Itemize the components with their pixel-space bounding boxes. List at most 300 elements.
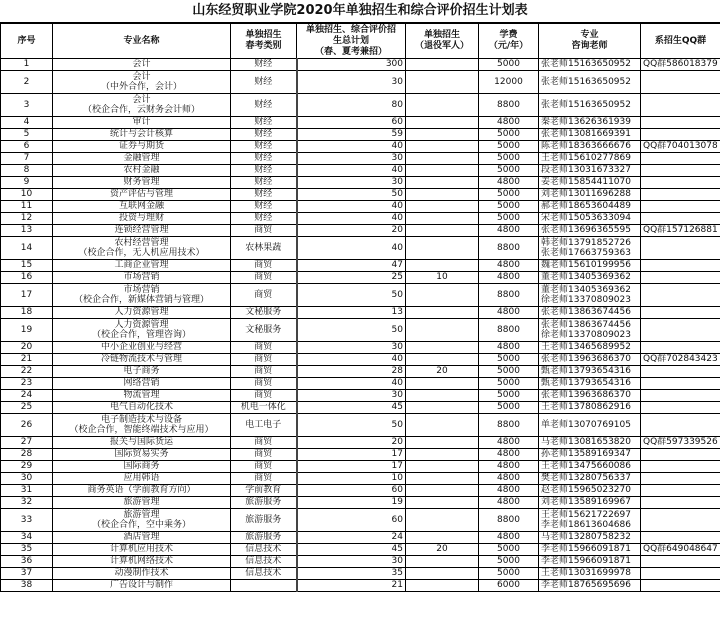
cell-tuition[interactable]: 4800: [479, 260, 539, 272]
cell-category[interactable]: 商贸: [231, 366, 297, 378]
cell-qq-group[interactable]: QQ群702843423: [641, 354, 720, 366]
cell-category[interactable]: 商贸: [231, 390, 297, 402]
cell-qq-group[interactable]: [641, 485, 720, 497]
cell-advisor[interactable]: 甄老师13793654316: [539, 366, 641, 378]
cell-qq-group[interactable]: [641, 284, 720, 307]
cell-veterans[interactable]: [406, 556, 479, 568]
cell-qq-group[interactable]: [641, 319, 720, 342]
cell-total-plan[interactable]: 30: [297, 71, 406, 94]
cell-advisor[interactable]: 张老师13963686370: [539, 354, 641, 366]
cell-index[interactable]: 4: [1, 117, 53, 129]
cell-veterans[interactable]: [406, 485, 479, 497]
cell-major[interactable]: 电气自动化技术: [53, 402, 231, 414]
cell-category[interactable]: 财经: [231, 165, 297, 177]
cell-total-plan[interactable]: 30: [297, 342, 406, 354]
cell-veterans[interactable]: [406, 497, 479, 509]
cell-category[interactable]: 机电一体化: [231, 402, 297, 414]
cell-advisor[interactable]: 张老师13696365595: [539, 225, 641, 237]
cell-category[interactable]: 信息技术: [231, 544, 297, 556]
cell-total-plan[interactable]: 50: [297, 319, 406, 342]
cell-total-plan[interactable]: 24: [297, 532, 406, 544]
cell-category[interactable]: 商贸: [231, 272, 297, 284]
cell-qq-group[interactable]: [641, 71, 720, 94]
cell-advisor[interactable]: 王老师15621722697 李老师18613604686: [539, 509, 641, 532]
cell-veterans[interactable]: [406, 237, 479, 260]
cell-total-plan[interactable]: 20: [297, 225, 406, 237]
cell-veterans[interactable]: [406, 378, 479, 390]
cell-category[interactable]: 财经: [231, 129, 297, 141]
cell-category[interactable]: 财经: [231, 71, 297, 94]
cell-tuition[interactable]: 4800: [479, 461, 539, 473]
cell-major[interactable]: 国际贸易实务: [53, 449, 231, 461]
cell-total-plan[interactable]: 50: [297, 284, 406, 307]
cell-index[interactable]: 15: [1, 260, 53, 272]
cell-veterans[interactable]: [406, 284, 479, 307]
cell-advisor[interactable]: 甄老师13793654316: [539, 378, 641, 390]
cell-qq-group[interactable]: [641, 414, 720, 437]
cell-total-plan[interactable]: 59: [297, 129, 406, 141]
cell-advisor[interactable]: 张老师13863674456 徐老师13370809023: [539, 319, 641, 342]
cell-index[interactable]: 9: [1, 177, 53, 189]
cell-category[interactable]: 旅游服务: [231, 509, 297, 532]
cell-major[interactable]: 计算机网络技术: [53, 556, 231, 568]
cell-veterans[interactable]: [406, 225, 479, 237]
cell-veterans[interactable]: [406, 354, 479, 366]
cell-veterans[interactable]: [406, 532, 479, 544]
cell-qq-group[interactable]: [641, 568, 720, 580]
cell-index[interactable]: 38: [1, 580, 53, 592]
cell-qq-group[interactable]: [641, 117, 720, 129]
cell-total-plan[interactable]: 80: [297, 94, 406, 117]
cell-total-plan[interactable]: 45: [297, 402, 406, 414]
cell-total-plan[interactable]: 10: [297, 473, 406, 485]
cell-index[interactable]: 13: [1, 225, 53, 237]
cell-advisor[interactable]: 姜老师15854411070: [539, 177, 641, 189]
cell-total-plan[interactable]: 28: [297, 366, 406, 378]
cell-veterans[interactable]: [406, 129, 479, 141]
cell-tuition[interactable]: 4800: [479, 272, 539, 284]
cell-veterans[interactable]: [406, 473, 479, 485]
cell-tuition[interactable]: 4800: [479, 449, 539, 461]
cell-qq-group[interactable]: QQ群157126881: [641, 225, 720, 237]
cell-major[interactable]: 电子商务: [53, 366, 231, 378]
cell-index[interactable]: 35: [1, 544, 53, 556]
cell-veterans[interactable]: [406, 342, 479, 354]
cell-index[interactable]: 22: [1, 366, 53, 378]
cell-qq-group[interactable]: [641, 165, 720, 177]
cell-total-plan[interactable]: 300: [297, 59, 406, 71]
cell-major[interactable]: 网络营销: [53, 378, 231, 390]
cell-veterans[interactable]: [406, 402, 479, 414]
cell-tuition[interactable]: 4800: [479, 307, 539, 319]
cell-category[interactable]: 财经: [231, 117, 297, 129]
cell-tuition[interactable]: 5000: [479, 390, 539, 402]
cell-qq-group[interactable]: [641, 342, 720, 354]
cell-qq-group[interactable]: [641, 509, 720, 532]
cell-tuition[interactable]: 8800: [479, 509, 539, 532]
cell-index[interactable]: 23: [1, 378, 53, 390]
cell-major[interactable]: 审计: [53, 117, 231, 129]
cell-advisor[interactable]: 张老师13963686370: [539, 390, 641, 402]
cell-qq-group[interactable]: QQ群586018379: [641, 59, 720, 71]
cell-veterans[interactable]: 10: [406, 272, 479, 284]
cell-tuition[interactable]: 4800: [479, 225, 539, 237]
cell-tuition[interactable]: 5000: [479, 354, 539, 366]
cell-advisor[interactable]: 李老师15966091871: [539, 544, 641, 556]
cell-tuition[interactable]: 5000: [479, 141, 539, 153]
cell-qq-group[interactable]: [641, 272, 720, 284]
cell-index[interactable]: 24: [1, 390, 53, 402]
cell-major[interactable]: 会计: [53, 59, 231, 71]
cell-advisor[interactable]: 马老师13081653820: [539, 437, 641, 449]
cell-index[interactable]: 36: [1, 556, 53, 568]
cell-tuition[interactable]: 8800: [479, 94, 539, 117]
cell-qq-group[interactable]: [641, 201, 720, 213]
cell-major[interactable]: 旅游管理 （校企合作，空中乘务）: [53, 509, 231, 532]
cell-category[interactable]: 商贸: [231, 378, 297, 390]
cell-category[interactable]: 电工电子: [231, 414, 297, 437]
cell-veterans[interactable]: 20: [406, 366, 479, 378]
cell-tuition[interactable]: 4800: [479, 473, 539, 485]
cell-total-plan[interactable]: 60: [297, 509, 406, 532]
cell-major[interactable]: 物流管理: [53, 390, 231, 402]
cell-total-plan[interactable]: 60: [297, 117, 406, 129]
cell-major[interactable]: 金融管理: [53, 153, 231, 165]
cell-veterans[interactable]: [406, 177, 479, 189]
cell-veterans[interactable]: [406, 461, 479, 473]
cell-total-plan[interactable]: 19: [297, 497, 406, 509]
cell-tuition[interactable]: 5000: [479, 366, 539, 378]
cell-veterans[interactable]: [406, 213, 479, 225]
cell-category[interactable]: 商贸: [231, 354, 297, 366]
cell-major[interactable]: 旅游管理: [53, 497, 231, 509]
cell-tuition[interactable]: 4800: [479, 177, 539, 189]
cell-total-plan[interactable]: 13: [297, 307, 406, 319]
cell-index[interactable]: 16: [1, 272, 53, 284]
cell-major[interactable]: 互联网金融: [53, 201, 231, 213]
cell-tuition[interactable]: 5000: [479, 201, 539, 213]
cell-major[interactable]: 投资与理财: [53, 213, 231, 225]
cell-index[interactable]: 25: [1, 402, 53, 414]
cell-advisor[interactable]: 王老师13465689952: [539, 342, 641, 354]
cell-tuition[interactable]: 5000: [479, 213, 539, 225]
cell-index[interactable]: 29: [1, 461, 53, 473]
cell-advisor[interactable]: 王老师15610277869: [539, 153, 641, 165]
cell-qq-group[interactable]: [641, 366, 720, 378]
cell-tuition[interactable]: 5000: [479, 378, 539, 390]
cell-total-plan[interactable]: 30: [297, 177, 406, 189]
cell-tuition[interactable]: 4800: [479, 497, 539, 509]
cell-index[interactable]: 27: [1, 437, 53, 449]
cell-qq-group[interactable]: QQ群649048647: [641, 544, 720, 556]
cell-advisor[interactable]: 张老师15163650952: [539, 59, 641, 71]
cell-tuition[interactable]: 5000: [479, 59, 539, 71]
cell-major[interactable]: 连锁经营管理: [53, 225, 231, 237]
cell-major[interactable]: 电子制造技术与设备 （校企合作，智能终端技术与应用）: [53, 414, 231, 437]
cell-tuition[interactable]: 8800: [479, 414, 539, 437]
cell-tuition[interactable]: 5000: [479, 165, 539, 177]
cell-tuition[interactable]: 4800: [479, 437, 539, 449]
cell-major[interactable]: 国际商务: [53, 461, 231, 473]
cell-qq-group[interactable]: [641, 378, 720, 390]
cell-qq-group[interactable]: [641, 177, 720, 189]
cell-tuition[interactable]: 12000: [479, 71, 539, 94]
cell-tuition[interactable]: 5000: [479, 568, 539, 580]
cell-tuition[interactable]: 8800: [479, 284, 539, 307]
cell-advisor[interactable]: 秦老师13626361939: [539, 117, 641, 129]
cell-major[interactable]: 冷链物流技术与管理: [53, 354, 231, 366]
cell-tuition[interactable]: 6000: [479, 580, 539, 592]
cell-major[interactable]: 统计与会计核算: [53, 129, 231, 141]
cell-index[interactable]: 21: [1, 354, 53, 366]
cell-major[interactable]: 人力资源管理 （校企合作，管理咨询）: [53, 319, 231, 342]
cell-advisor[interactable]: 李老师15966091871: [539, 556, 641, 568]
cell-major[interactable]: 计算机应用技术: [53, 544, 231, 556]
cell-advisor[interactable]: 刘老师13589169967: [539, 497, 641, 509]
cell-index[interactable]: 32: [1, 497, 53, 509]
cell-tuition[interactable]: 4800: [479, 117, 539, 129]
cell-advisor[interactable]: 董老师13405369362 徐老师13370809023: [539, 284, 641, 307]
cell-category[interactable]: 学前教育: [231, 485, 297, 497]
cell-index[interactable]: 7: [1, 153, 53, 165]
cell-advisor[interactable]: 董老师13405369362: [539, 272, 641, 284]
cell-category[interactable]: 信息技术: [231, 568, 297, 580]
cell-major[interactable]: 工商企业管理: [53, 260, 231, 272]
cell-qq-group[interactable]: [641, 497, 720, 509]
cell-veterans[interactable]: [406, 390, 479, 402]
cell-total-plan[interactable]: 30: [297, 390, 406, 402]
cell-veterans[interactable]: [406, 117, 479, 129]
cell-total-plan[interactable]: 20: [297, 437, 406, 449]
cell-tuition[interactable]: 4800: [479, 342, 539, 354]
cell-category[interactable]: 旅游服务: [231, 532, 297, 544]
cell-category[interactable]: 商贸: [231, 284, 297, 307]
cell-advisor[interactable]: 刘老师13011696288: [539, 189, 641, 201]
cell-category[interactable]: 财经: [231, 201, 297, 213]
cell-category[interactable]: 财经: [231, 213, 297, 225]
cell-index[interactable]: 10: [1, 189, 53, 201]
cell-total-plan[interactable]: 47: [297, 260, 406, 272]
cell-advisor[interactable]: 王老师13031699978: [539, 568, 641, 580]
cell-veterans[interactable]: [406, 568, 479, 580]
cell-qq-group[interactable]: [641, 580, 720, 592]
cell-major[interactable]: 市场营销 （校企合作，新媒体营销与管理）: [53, 284, 231, 307]
cell-index[interactable]: 37: [1, 568, 53, 580]
cell-category[interactable]: 旅游服务: [231, 497, 297, 509]
cell-category[interactable]: 财经: [231, 94, 297, 117]
cell-veterans[interactable]: [406, 71, 479, 94]
cell-major[interactable]: 会计 （校企合作，云财务会计师）: [53, 94, 231, 117]
cell-veterans[interactable]: [406, 201, 479, 213]
cell-category[interactable]: 文秘服务: [231, 307, 297, 319]
cell-major[interactable]: 资产评估与管理: [53, 189, 231, 201]
cell-qq-group[interactable]: [641, 260, 720, 272]
cell-total-plan[interactable]: 40: [297, 237, 406, 260]
cell-qq-group[interactable]: [641, 237, 720, 260]
cell-veterans[interactable]: 20: [406, 544, 479, 556]
cell-qq-group[interactable]: [641, 532, 720, 544]
cell-index[interactable]: 2: [1, 71, 53, 94]
cell-category[interactable]: 财经: [231, 59, 297, 71]
cell-category[interactable]: 财经: [231, 153, 297, 165]
cell-major[interactable]: 会计 （中外合作，会计）: [53, 71, 231, 94]
cell-category[interactable]: 商贸: [231, 473, 297, 485]
cell-advisor[interactable]: 张老师15163650952: [539, 94, 641, 117]
cell-total-plan[interactable]: 30: [297, 153, 406, 165]
cell-major[interactable]: 市场营销: [53, 272, 231, 284]
cell-total-plan[interactable]: 50: [297, 189, 406, 201]
cell-total-plan[interactable]: 40: [297, 165, 406, 177]
cell-veterans[interactable]: [406, 437, 479, 449]
cell-total-plan[interactable]: 17: [297, 449, 406, 461]
cell-major[interactable]: 应用韩语: [53, 473, 231, 485]
cell-veterans[interactable]: [406, 307, 479, 319]
cell-index[interactable]: 12: [1, 213, 53, 225]
cell-category[interactable]: 财经: [231, 141, 297, 153]
cell-advisor[interactable]: 宋老师15053633094: [539, 213, 641, 225]
cell-category[interactable]: 商贸: [231, 342, 297, 354]
cell-advisor[interactable]: 张老师13081669391: [539, 129, 641, 141]
cell-major[interactable]: 动漫制作技术: [53, 568, 231, 580]
cell-category[interactable]: [231, 580, 297, 592]
cell-major[interactable]: 财务管理: [53, 177, 231, 189]
cell-major[interactable]: 商务英语（学前教育方向）: [53, 485, 231, 497]
cell-advisor[interactable]: 韩老师13791852726 张老师17663759363: [539, 237, 641, 260]
cell-advisor[interactable]: 张老师13863674456: [539, 307, 641, 319]
cell-advisor[interactable]: 郝老师18653604489: [539, 201, 641, 213]
cell-qq-group[interactable]: [641, 473, 720, 485]
cell-advisor[interactable]: 陈老师18363666676: [539, 141, 641, 153]
cell-veterans[interactable]: [406, 260, 479, 272]
cell-veterans[interactable]: [406, 153, 479, 165]
cell-qq-group[interactable]: [641, 213, 720, 225]
cell-advisor[interactable]: 赵老师15965023270: [539, 485, 641, 497]
cell-index[interactable]: 19: [1, 319, 53, 342]
cell-tuition[interactable]: 4800: [479, 532, 539, 544]
cell-tuition[interactable]: 5000: [479, 556, 539, 568]
cell-veterans[interactable]: [406, 319, 479, 342]
cell-total-plan[interactable]: 50: [297, 414, 406, 437]
cell-major[interactable]: 农村金融: [53, 165, 231, 177]
cell-index[interactable]: 20: [1, 342, 53, 354]
cell-qq-group[interactable]: [641, 153, 720, 165]
cell-qq-group[interactable]: QQ群597339526: [641, 437, 720, 449]
cell-total-plan[interactable]: 40: [297, 378, 406, 390]
cell-index[interactable]: 11: [1, 201, 53, 213]
cell-major[interactable]: 广告设计与制作: [53, 580, 231, 592]
cell-veterans[interactable]: [406, 414, 479, 437]
cell-qq-group[interactable]: [641, 556, 720, 568]
cell-qq-group[interactable]: [641, 402, 720, 414]
cell-advisor[interactable]: 李老师18765695696: [539, 580, 641, 592]
cell-veterans[interactable]: [406, 509, 479, 532]
cell-total-plan[interactable]: 40: [297, 201, 406, 213]
cell-index[interactable]: 14: [1, 237, 53, 260]
cell-index[interactable]: 8: [1, 165, 53, 177]
cell-major[interactable]: 农村经营管理 （校企合作，无人机应用技术）: [53, 237, 231, 260]
cell-veterans[interactable]: [406, 580, 479, 592]
cell-category[interactable]: 商贸: [231, 437, 297, 449]
cell-major[interactable]: 酒店管理: [53, 532, 231, 544]
cell-major[interactable]: 证券与期货: [53, 141, 231, 153]
cell-qq-group[interactable]: QQ群704013078: [641, 141, 720, 153]
cell-category[interactable]: 信息技术: [231, 556, 297, 568]
cell-category[interactable]: 商贸: [231, 225, 297, 237]
cell-qq-group[interactable]: [641, 94, 720, 117]
cell-index[interactable]: 1: [1, 59, 53, 71]
cell-total-plan[interactable]: 40: [297, 141, 406, 153]
cell-category[interactable]: 财经: [231, 177, 297, 189]
cell-qq-group[interactable]: [641, 390, 720, 402]
cell-total-plan[interactable]: 35: [297, 568, 406, 580]
cell-veterans[interactable]: [406, 94, 479, 117]
cell-category[interactable]: 商贸: [231, 260, 297, 272]
cell-index[interactable]: 5: [1, 129, 53, 141]
cell-index[interactable]: 28: [1, 449, 53, 461]
cell-qq-group[interactable]: [641, 461, 720, 473]
cell-veterans[interactable]: [406, 59, 479, 71]
cell-category[interactable]: 商贸: [231, 461, 297, 473]
cell-total-plan[interactable]: 30: [297, 556, 406, 568]
cell-advisor[interactable]: 单老师13070769105: [539, 414, 641, 437]
cell-major[interactable]: 中小企业创业与经营: [53, 342, 231, 354]
cell-index[interactable]: 26: [1, 414, 53, 437]
cell-tuition[interactable]: 5000: [479, 402, 539, 414]
cell-tuition[interactable]: 8800: [479, 319, 539, 342]
cell-total-plan[interactable]: 60: [297, 485, 406, 497]
cell-qq-group[interactable]: [641, 307, 720, 319]
cell-total-plan[interactable]: 25: [297, 272, 406, 284]
cell-advisor[interactable]: 樊老师13280756337: [539, 473, 641, 485]
cell-tuition[interactable]: 5000: [479, 129, 539, 141]
cell-index[interactable]: 3: [1, 94, 53, 117]
cell-total-plan[interactable]: 17: [297, 461, 406, 473]
cell-major[interactable]: 报关与国际货运: [53, 437, 231, 449]
cell-advisor[interactable]: 王老师13780862916: [539, 402, 641, 414]
cell-total-plan[interactable]: 40: [297, 213, 406, 225]
cell-advisor[interactable]: 王老师13475660086: [539, 461, 641, 473]
cell-veterans[interactable]: [406, 449, 479, 461]
cell-qq-group[interactable]: [641, 449, 720, 461]
cell-veterans[interactable]: [406, 165, 479, 177]
cell-major[interactable]: 人力资源管理: [53, 307, 231, 319]
cell-veterans[interactable]: [406, 189, 479, 201]
cell-total-plan[interactable]: 40: [297, 354, 406, 366]
cell-category[interactable]: 财经: [231, 189, 297, 201]
cell-advisor[interactable]: 段老师13031673327: [539, 165, 641, 177]
cell-tuition[interactable]: 5000: [479, 153, 539, 165]
cell-category[interactable]: 农林果蔬: [231, 237, 297, 260]
cell-index[interactable]: 33: [1, 509, 53, 532]
cell-advisor[interactable]: 张老师15163650952: [539, 71, 641, 94]
cell-advisor[interactable]: 马老师13280758232: [539, 532, 641, 544]
cell-qq-group[interactable]: [641, 129, 720, 141]
cell-qq-group[interactable]: [641, 189, 720, 201]
cell-tuition[interactable]: 5000: [479, 189, 539, 201]
cell-tuition[interactable]: 8800: [479, 237, 539, 260]
cell-index[interactable]: 30: [1, 473, 53, 485]
cell-tuition[interactable]: 4800: [479, 485, 539, 497]
cell-tuition[interactable]: 5000: [479, 544, 539, 556]
cell-total-plan[interactable]: 21: [297, 580, 406, 592]
cell-advisor[interactable]: 孙老师13589169347: [539, 449, 641, 461]
cell-index[interactable]: 17: [1, 284, 53, 307]
cell-index[interactable]: 34: [1, 532, 53, 544]
cell-index[interactable]: 31: [1, 485, 53, 497]
cell-index[interactable]: 6: [1, 141, 53, 153]
cell-advisor[interactable]: 魏老师15610199956: [539, 260, 641, 272]
cell-index[interactable]: 18: [1, 307, 53, 319]
